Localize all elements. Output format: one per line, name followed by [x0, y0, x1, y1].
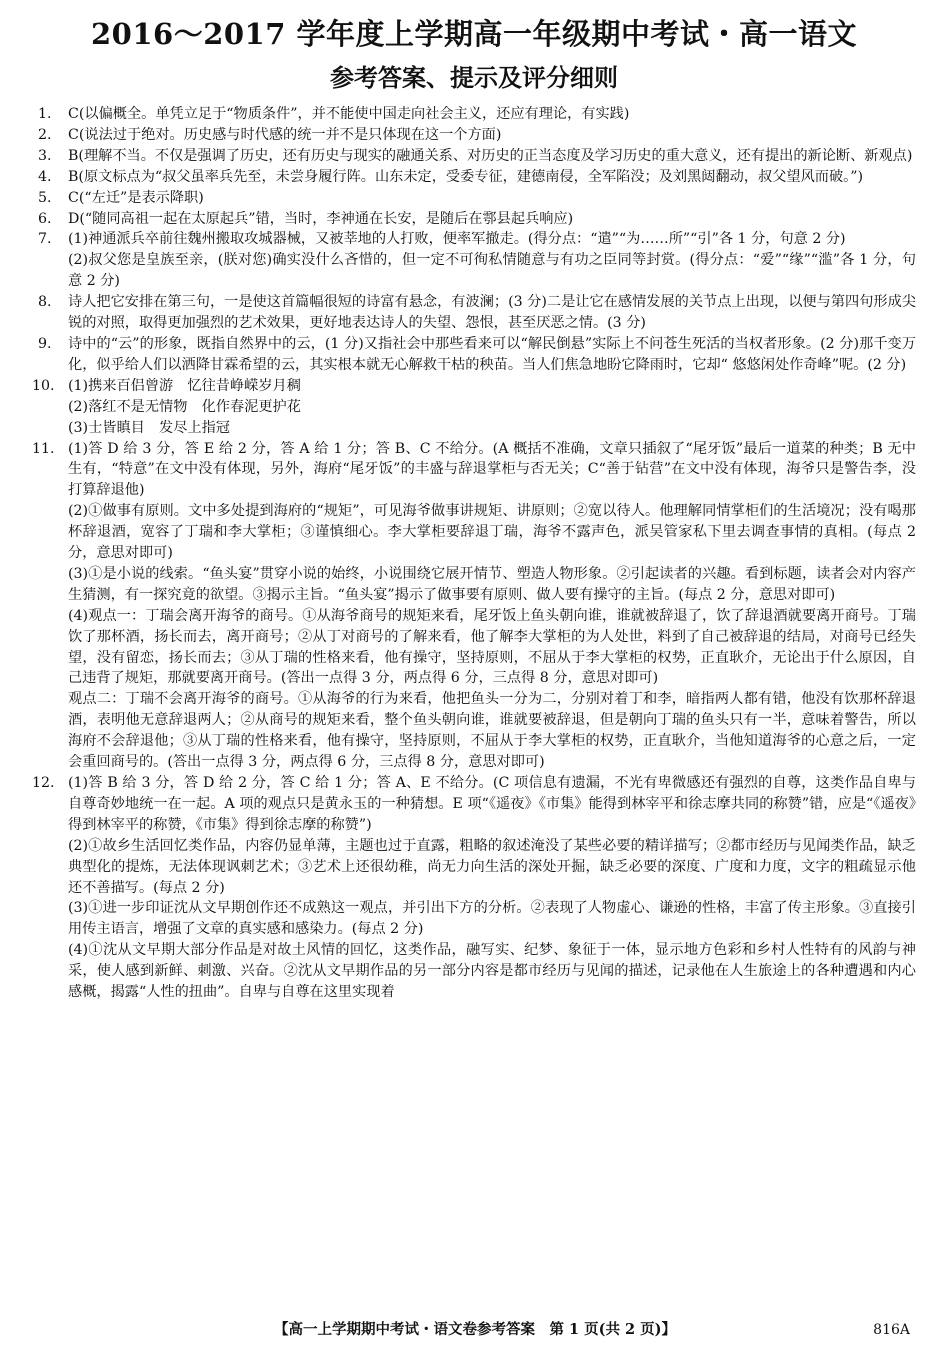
page-title: 2016～2017 学年度上学期高一年级期中考试・高一语文: [90, 17, 858, 51]
answer-number: 9.: [38, 335, 52, 352]
answer-number: 11.: [32, 440, 55, 457]
answer-item-10: [32, 376, 916, 439]
answer-item-12: [32, 773, 916, 1003]
answer-text-part-1: (1)答 B 给 3 分，答 D 给 2 分，答 C 给 1 分；答 A、E 不给分。(C 项信息有遗漏，不光有卑微感还有强烈的自尊，这类作品自卑与自尊奇妙地统一在一起。A 项的观点只是黄永玉的一种猜想。E 项“《遥夜》《市集》能得到林宰平和徐志摩共同的称赞”错，应是“《遥夜》得到林宰平的称赞，《市集》得到徐志摩的称赞”): [68, 775, 916, 833]
answer-text-part-3: (3)①是小说的线索。“鱼头宴”贯穿小说的始终，小说围绕它展开情节、塑造人物形象。②引起读者的兴趣。看到标题，读者会对内容产生猜测，有一探究竟的欲望。③揭示主旨。“鱼头宴”揭示了做事要有原则、做人要有操守的主旨。(每点 2 分，意思对即可): [68, 565, 916, 603]
answer-item-11: [32, 439, 916, 774]
answer-text: 诗中的“云”的形象，既指自然界中的云，(1 分)又指社会中那些看来可以“解民倒悬”实际上不问苍生死活的当权者形象。(2 分)那千变万化，似乎给人们以洒降甘霖希望的云，其实根本就无心解救干枯的秧苗。当人们焦急地盼它降雨时，它却“ 悠悠闲处作奇峰”呢。(2 分): [68, 335, 916, 373]
page-subtitle: 参考答案、提示及评分细则: [330, 63, 618, 92]
answer-number: 2.: [38, 126, 52, 143]
answer-number: 10.: [32, 377, 55, 394]
answer-text: D(“随同高祖一起在太原起兵”错，当时，李神通在长安，是随后在鄠县起兵响应): [68, 210, 574, 227]
answer-text-part-4: (4)①沈从文早期大部分作品是对故土风情的回忆，这类作品，融写实、纪梦、象征于一体，显示地方色彩和乡村人性特有的风韵与神采，使人感到新鲜、刺激、兴奋。②沈从文早期作品的另一部分内容是都市经历与见闻的描述，记录他在人生旅途上的各种遭遇和内心感概，揭露“人性的扭曲”。自卑与自尊在这里实现着: [68, 942, 916, 1001]
page-footer: 【高一上学期期中考试・语文卷参考答案 第 1 页(共 2 页)】: [273, 1321, 677, 1338]
answer-item-2: [32, 125, 916, 146]
answer-item-6: [32, 209, 916, 230]
answer-text: 诗人把它安排在第三句，一是使这首篇幅很短的诗富有悬念，有波澜；(3 分)二是让它在感情发展的关节点上出现，以便与第四句形成尖锐的对照，取得更加强烈的艺术效果，更好地表达诗人的失望、怨恨，甚至厌恶之情。(3 分): [68, 294, 916, 332]
answer-number: 6.: [38, 210, 52, 227]
answers-body: [32, 104, 916, 1003]
answer-item-4: [32, 167, 916, 188]
answer-number: 7.: [38, 231, 52, 248]
answer-item-9: [32, 334, 916, 376]
answer-text: B(原文标点为“叔父虽率兵先至，未尝身履行阵。山东未定，受委专征，建德南侵，全军陷没；及刘黑闼翻动，叔父望风而破。”): [68, 168, 864, 185]
verse-line-2: (2)落红不是无情物 化作春泥更护花: [68, 398, 301, 415]
answer-text-part-3: (3)①进一步印证沈从文早期创作还不成熟这一观点，并引出下方的分析。②表现了人物虚心、谦逊的性格，丰富了传主形象。③直接引用传主语言，增强了文章的真实感和感染力。(每点 2 分): [68, 900, 916, 938]
answer-item-3: [32, 146, 916, 167]
answer-number: 8.: [38, 294, 52, 311]
answer-text: B(理解不当。不仅是强调了历史，还有历史与现实的融通关系、对历史的正当态度及学习历史的重大意义，还有提出的新论断、新观点): [68, 147, 913, 164]
answer-text-part-4: (4)观点一：丁瑞会离开海爷的商号。①从海爷商号的规矩来看，尾牙饭上鱼头朝向谁，谁就被辞退了，饮了辞退酒就要离开商号。丁瑞饮了那杯酒，扬长而去，离开商号；②从丁对商号的了解来看，他了解李大掌柜的为人处世，料到了自己被辞退的结局，对商号已经失望，没有留恋，扬长而去；③从丁瑞的性格来看，他有操守，坚持原则，不屈从于李大掌柜的权势，正直耿介，无论出于什么原因，自己违背了规矩，那就要离开商号。(答出一点得 3 分，两点得 6 分，三点得 8 分，意思对即可): [68, 607, 916, 687]
answer-text-part-1: (1)答 D 给 3 分，答 E 给 2 分，答 A 给 1 分；答 B、C 不给分。(A 概括不准确，文章只插叙了“尾牙饭”最后一道菜的种类；B 无中生有，“特意”在文中没有体现，另外，海府“尾牙饭”的丰盛与辞退掌柜与否无关；C“善于钻营”在文中没有体现，海爷只是警告李，没打算辞退他): [68, 440, 916, 499]
answer-text-part-2: (2)叔父您是皇族至亲，(朕对您)确实没什么吝惜的，但一定不可徇私情随意与有功之臣同等封赏。(得分点：“爱”“缘”“滥”各 1 分，句意 2 分): [68, 252, 916, 290]
answer-text-part-2: (2)①做事有原则。文中多处提到海府的“规矩”，可见海爷做事讲规矩、讲原则；②宽以待人。他理解同情掌柜们的生活境况；没有喝那杯辞退酒，宽容了丁瑞和李大掌柜；③谨慎细心。李大掌柜要辞退丁瑞，海爷不露声色，派吴管家私下里去调查事情的真相。(每点 2 分，意思对即可): [68, 503, 916, 562]
answer-number: 3.: [38, 147, 52, 164]
answer-text-part-5: 观点二：丁瑞不会离开海爷的商号。①从海爷的行为来看，他把鱼头一分为二，分别对着丁和李，暗指两人都有错，他没有饮那杯辞退酒，表明他无意辞退两人；②从商号的规矩来看，整个鱼头朝向谁，谁就要被辞退，但是朝向丁瑞的鱼头只有一半，意味着警告，所以海府不会辞退他；③从丁瑞的性格来看，他有操守，坚持原则，不屈从于李大掌柜的权势，正直耿介，当他知道海爷的心意之后，一定会重回商号的。(答出一点得 3 分，两点得 6 分，三点得 8 分，意思对即可): [68, 691, 916, 771]
answer-item-8: [32, 292, 916, 334]
answer-number: 4.: [38, 168, 52, 185]
verse-line-1: (1)携来百侣曾游 忆往昔峥嵘岁月稠: [68, 377, 301, 394]
answer-item-7: [32, 229, 916, 292]
answer-item-1: [32, 104, 916, 125]
answer-text-part-1: (1)神通派兵卒前往魏州搬取攻城器械，又被莘地的人打败，便率军撤走。(得分点：“遣”“为……所”“引”各 1 分，句意 2 分): [68, 231, 846, 248]
answer-number: 12.: [32, 775, 55, 791]
answer-item-5: [32, 188, 916, 209]
answer-text: C(以偏概全。单凭立足于“物质条件”，并不能使中国走向社会主义，还应有理论，有实践): [68, 106, 630, 122]
paper-code: 816A: [873, 1322, 910, 1338]
answer-text: C(“左迁”是表示降职): [68, 189, 204, 206]
answer-text-part-2: (2)①故乡生活回忆类作品，内容仍显单薄，主题也过于直露，粗略的叙述淹没了某些必要的精详描写；②都市经历与见闻类作品，缺乏典型化的提炼，无法体现讽刺艺术；③艺术上还很幼稚，尚无力向生活的深处开掘，缺乏必要的深度、广度和力度，文字的粗疏显示他还不善描写。(每点 2 分): [68, 837, 916, 896]
answer-number: 5.: [38, 189, 52, 206]
answer-text: C(说法过于绝对。历史感与时代感的统一并不是只体现在这一个方面): [68, 126, 502, 143]
answer-number: 1.: [38, 106, 52, 122]
verse-line-3: (3)士皆瞋目 发尽上指冠: [68, 419, 230, 436]
